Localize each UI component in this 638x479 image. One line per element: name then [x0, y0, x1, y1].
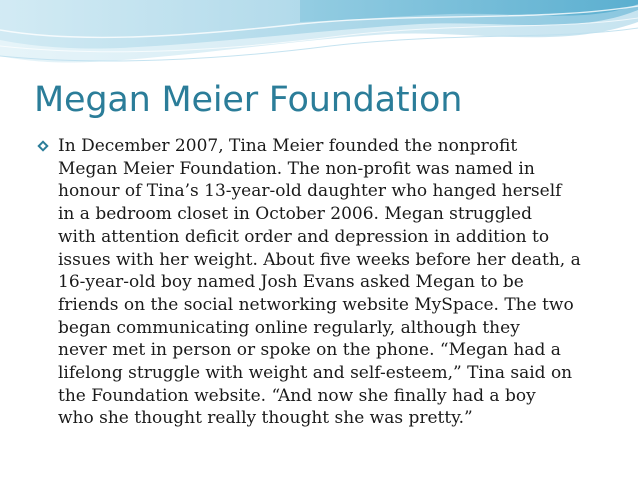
body-line: Megan Meier Foundation. The non-profit was named in: [58, 158, 535, 179]
body-line: in a bedroom closet in October 2006. Megan struggled: [58, 204, 532, 225]
diamond-bullet-icon: [36, 139, 50, 153]
bullet-paragraph: [58, 135, 628, 430]
body-line: the Foundation website. “And now she finally had a boy: [58, 385, 536, 406]
body-line: who she thought really thought she was pretty.”: [58, 408, 473, 429]
body-line: honour of Tina’s 13-year-old daughter who hanged herself: [58, 181, 562, 202]
body-line: with attention deficit order and depression in addition to: [58, 226, 550, 247]
body-line: never met in person or spoke on the phone. “Megan had a: [58, 340, 561, 361]
body-line: lifelong struggle with weight and self-esteem,” Tina said on: [58, 363, 573, 384]
bullet-item: [36, 135, 628, 430]
slide-title: Megan Meier Foundation: [34, 80, 463, 120]
body-line: 16-year-old boy named Josh Evans asked Megan to be: [58, 272, 524, 293]
body-line: In December 2007, Tina Meier founded the nonprofit: [58, 136, 518, 156]
body-line: friends on the social networking website MySpace. The two: [58, 294, 574, 315]
body-line: issues with her weight. About five weeks before her death, a: [58, 249, 581, 270]
wave-header-decoration: [0, 0, 638, 80]
body-line: began communicating online regularly, although they: [58, 317, 520, 338]
